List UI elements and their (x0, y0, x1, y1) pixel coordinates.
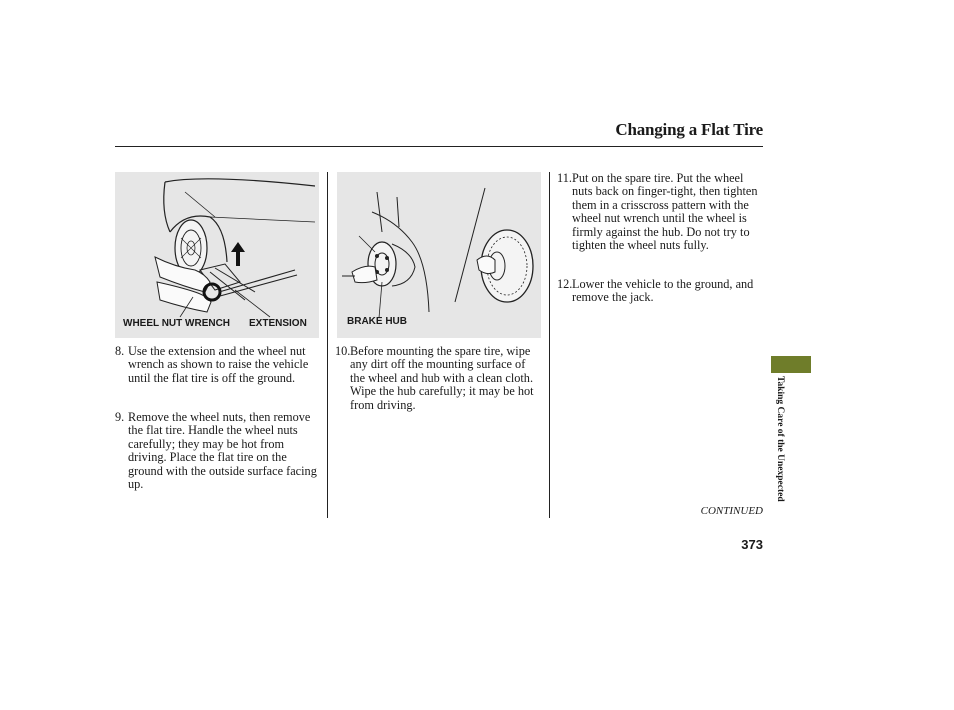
page-title: Changing a Flat Tire (615, 120, 763, 139)
figure-raise-vehicle (115, 172, 319, 338)
step-11 (557, 172, 763, 252)
label-extension: EXTENSION (249, 318, 307, 329)
step-text: Lower the vehicle to the ground, and remove the jack. (572, 277, 754, 305)
step-number: 10. (335, 344, 351, 358)
step-text: Before mounting the spare tire, wipe any dirt off the mounting surface of the wheel and hub with a clean cloth. Wipe the hub carefully; it may be hot from driving. (350, 344, 534, 412)
brake-hub-illustration (337, 172, 541, 338)
label-wheel-nut-wrench: WHEEL NUT WRENCH (123, 318, 231, 329)
step-number: 11. (557, 171, 572, 185)
column-divider-1 (327, 172, 328, 518)
figure-brake-hub (337, 172, 541, 338)
section-tab-label: Taking Care of the Unexpected (775, 376, 785, 502)
step-10 (335, 345, 541, 412)
column-divider-2 (549, 172, 550, 518)
step-12 (557, 278, 763, 305)
label-brake-hub: BRAKE HUB (347, 316, 407, 327)
step-number: 12. (557, 277, 573, 291)
step-9 (115, 411, 320, 491)
section-tab-marker (771, 356, 811, 373)
step-number: 8. (115, 344, 125, 358)
title-divider (115, 146, 763, 147)
step-text: Use the extension and the wheel nut wrench as shown to raise the vehicle until the flat tire is off the ground. (128, 344, 309, 385)
step-number: 9. (115, 410, 125, 424)
continued-label: CONTINUED (700, 505, 763, 517)
page-number: 373 (741, 537, 763, 552)
step-text: Remove the wheel nuts, then remove the flat tire. Handle the wheel nuts carefully; they may be hot from driving. Place the flat tire on the ground with the outside surface facing up. (128, 410, 317, 492)
step-8 (115, 345, 320, 385)
raise-vehicle-illustration (115, 172, 319, 338)
step-text: Put on the spare tire. Put the wheel nuts back on finger-tight, then tighten them in a crisscross pattern with the wheel nut wrench until the wheel is firmly against the hub. Do not try to tighten the wheel nuts fully. (572, 171, 758, 253)
